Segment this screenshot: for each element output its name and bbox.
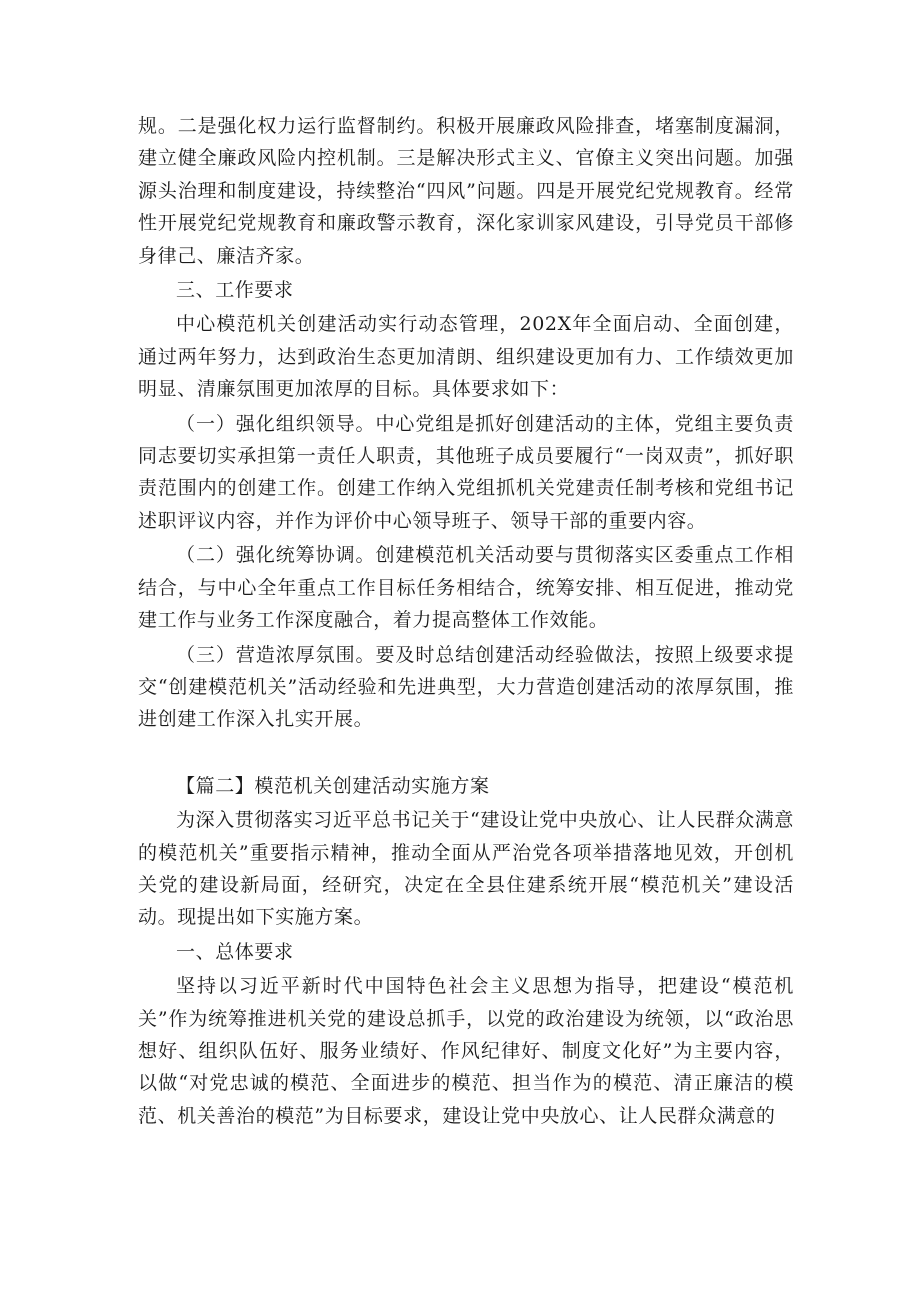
requirement-item-2: （二）强化统筹协调。创建模范机关活动要与贯彻落实区委重点工作相结合，与中心全年重点工作目标任务相结合，统筹安排、相互促进，推动党建工作与业务工作深度融合，着力提高整体工作效能。 bbox=[138, 544, 794, 632]
section-heading-general-requirements: 一、总体要求 bbox=[176, 940, 294, 963]
body-paragraph-2: 中心模范机关创建活动实行动态管理，202X年全面启动、全面创建，通过两年努力，达到政治生态更加清朗、组织建设更加有力、工作绩效更加明显、清廉氛围更加浓厚的目标。具体要求如下： bbox=[138, 313, 794, 401]
section-spacer bbox=[138, 736, 794, 770]
requirement-item-3: （三）营造浓厚氛围。要及时总结创建活动经验做法，按照上级要求提交“创建模范机关”活动经验和先进典型，大力营造创建活动的浓厚氛围，推进创建工作深入扎实开展。 bbox=[138, 643, 794, 731]
section-heading-work-requirements: 三、工作要求 bbox=[176, 279, 294, 302]
body-paragraph-4: 坚持以习近平新时代中国特色社会主义思想为指导，把建设“模范机关”作为统筹推进机关党的建设总抓手，以党的政治建设为统领，以“政治思想好、组织队伍好、服务业绩好、作风纪律好、制度文化好”为主要内容，以做“对党忠诚的模范、全面进步的模范、担当作为的模范、清正廉洁的模范、机关善治的模范”为目标要求，建设让党中央放心、让人民群众满意的 bbox=[138, 975, 794, 1127]
document-page bbox=[138, 110, 794, 1132]
body-paragraph-3: 为深入贯彻落实习近平总书记关于“建设让党中央放心、让人民群众满意的模范机关”重要指示精神，推动全面从严治党各项举措落地见效，开创机关党的建设新局面，经研究，决定在全县住建系统开展“模范机关”建设活动。现提出如下实施方案。 bbox=[138, 809, 794, 929]
body-paragraph-1: 规。二是强化权力运行监督制约。积极开展廉政风险排查，堵塞制度漏洞，建立健全廉政风险内控机制。三是解决形式主义、官僚主义突出问题。加强源头治理和制度建设，持续整治“四风”问题。四是开展党纪党规教育。经常性开展党纪党规教育和廉政警示教育，深化家训家风建设，引导党员干部修身律己、廉洁齐家。 bbox=[138, 115, 794, 267]
article-title-part-two: 【篇二】模范机关创建活动实施方案 bbox=[176, 774, 490, 797]
requirement-item-1: （一）强化组织领导。中心党组是抓好创建活动的主体，党组主要负责同志要切实承担第一责任人职责，其他班子成员要履行“一岗双责”，抓好职责范围内的创建工作。创建工作纳入党组抓机关党建责任制考核和党组书记述职评议内容，并作为评价中心领导班子、领导干部的重要内容。 bbox=[138, 412, 794, 532]
